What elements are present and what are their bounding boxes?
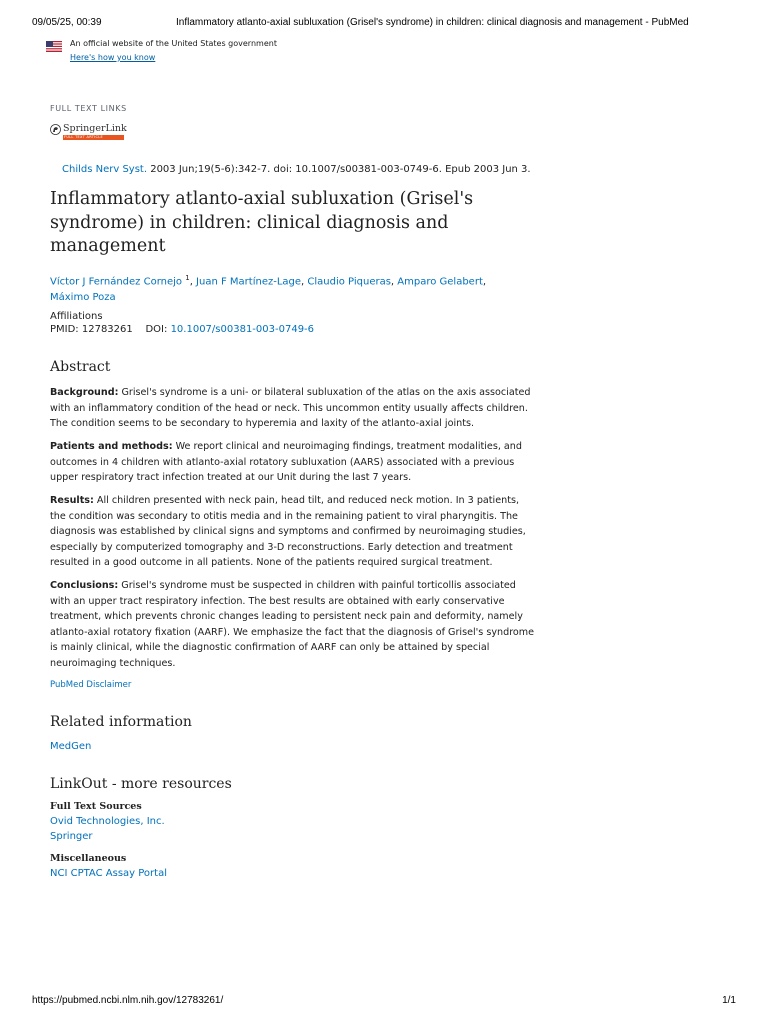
heres-how-you-know-link[interactable]: Here's how you know <box>70 53 156 62</box>
springerlink-logo-text: SpringerLink <box>63 123 127 134</box>
citation <box>62 164 531 175</box>
springerlink-logo-subtext: FULL TEXT ARTICLE <box>64 135 103 139</box>
author-list <box>50 270 530 306</box>
abstract-results <box>50 493 535 571</box>
author-link[interactable]: Víctor J Fernández Cornejo <box>50 276 183 288</box>
print-datetime: 09/05/25, 00:39 <box>32 17 102 28</box>
print-url: https://pubmed.ncbi.nlm.nih.gov/12783261/ <box>32 995 224 1006</box>
pmid: PMID: 12783261 <box>50 324 133 335</box>
affiliations-toggle[interactable]: Affiliations <box>50 311 103 322</box>
author-separator: , <box>301 276 308 288</box>
author-link[interactable]: Máximo Poza <box>50 292 116 304</box>
abstract-section-label: Conclusions: <box>50 580 119 591</box>
doi-link[interactable]: 10.1007/s00381-003-0749-6 <box>170 324 315 335</box>
abstract-conclusions <box>50 578 535 671</box>
abstract-background <box>50 385 535 432</box>
ovid-link[interactable]: Ovid Technologies, Inc. <box>50 816 165 827</box>
doi-label: DOI: <box>145 324 171 335</box>
miscellaneous-heading: Miscellaneous <box>50 853 127 864</box>
abstract-section-label: Results: <box>50 495 94 506</box>
full-text-links-label: FULL TEXT LINKS <box>50 104 127 113</box>
abstract-section-label: Background: <box>50 387 119 398</box>
author-link[interactable]: Juan F Martínez-Lage <box>196 276 302 288</box>
author-link[interactable]: Amparo Gelabert <box>397 276 483 288</box>
author-separator: , <box>189 276 197 288</box>
nci-cptac-link[interactable]: NCI CPTAC Assay Portal <box>50 868 167 879</box>
springer-link[interactable]: Springer <box>50 831 93 842</box>
abstract-section-label: Patients and methods: <box>50 441 173 452</box>
gov-banner-text: An official website of the United States government <box>70 39 277 48</box>
affiliation-number[interactable]: 1 <box>185 274 190 282</box>
journal-link[interactable]: Childs Nerv Syst. <box>62 164 148 175</box>
author-separator: , <box>390 276 398 288</box>
citation-details: 2003 Jun;19(5-6):342-7. doi: 10.1007/s00381-003-0749-6. Epub 2003 Jun 3. <box>147 164 531 175</box>
article-identifiers <box>50 324 314 335</box>
linkout-heading: LinkOut - more resources <box>50 776 232 792</box>
abstract-section-text: All children presented with neck pain, head tilt, and reduced neck motion. In 3 patients, the condition was secondary to otitis media and in the remaining patient to viral pharyngitis. The diagnosis was established by clinical signs and symptoms and confirmed by neuroimaging studies, especially by computerized tomography and 3-D reconstructions. Early detection and treatment resulted in a good outcome in all patients. None of the patients required surgical treatment. <box>50 495 526 568</box>
print-page-number: 1/1 <box>722 995 736 1006</box>
abstract-section-text: Grisel's syndrome is a uni- or bilateral subluxation of the atlas on the axis associated with an inflammatory condition of the head or neck. This uncommon entity usually affects children. The condition seems to be secondary to hyperemia and laxity of the atlanto-axial joints. <box>50 387 531 429</box>
abstract-section-text: Grisel's syndrome must be suspected in children with painful torticollis associated with an upper tract respiratory infection. The best results are obtained with early conservative treatment, which prevents chronic changes leading to persistent neck pain and deformity, namely atlanto-axial rotatory fixation (AARF). We emphasize the fact that the diagnosis of Grisel's syndrome is mainly clinical, while the diagnostic confirmation of AARF can only be attained by special neuroimaging techniques. <box>50 580 535 669</box>
medgen-link[interactable]: MedGen <box>50 741 92 752</box>
article-title: Inflammatory atlanto-axial subluxation (Grisel's syndrome) in children: clinical diagnosis and management <box>50 189 474 256</box>
abstract-methods <box>50 439 535 486</box>
full-text-sources-heading: Full Text Sources <box>50 801 142 812</box>
pubmed-disclaimer-link[interactable]: PubMed Disclaimer <box>50 680 132 690</box>
springerlink-logo-link[interactable] <box>50 123 127 141</box>
related-information-heading: Related information <box>50 714 192 730</box>
abstract-section-text: We report clinical and neuroimaging findings, treatment modalities, and outcomes in 4 children with atlanto-axial rotatory subluxation (AARS) associated with a previous upper respiratory tract infection treated at our Unit during the last 7 years. <box>50 441 522 483</box>
abstract-heading: Abstract <box>50 359 111 375</box>
springer-horse-icon <box>50 124 61 135</box>
us-flag-icon <box>46 41 62 52</box>
print-page-title: Inflammatory atlanto-axial subluxation (Grisel's syndrome) in children: clinical diagnosis and management - PubMed <box>176 17 689 28</box>
author-link[interactable]: Claudio Piqueras <box>307 276 391 288</box>
author-separator: , <box>482 276 487 288</box>
